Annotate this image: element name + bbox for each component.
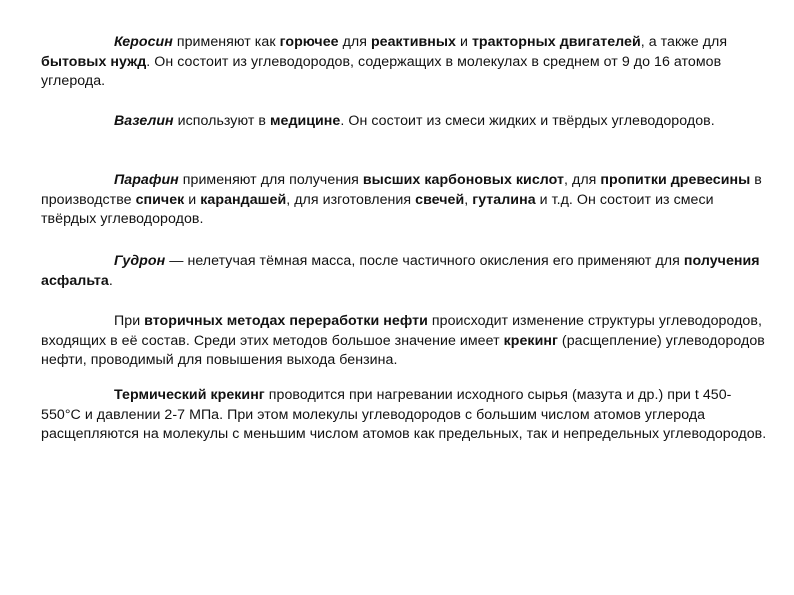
paragraph-secondary-methods [41,312,771,371]
text-run: , [464,191,473,208]
emphasized-term: Термический крекинг [114,387,265,403]
emphasized-term: бытовых нужд [41,53,147,70]
emphasized-term: гуталина [472,191,536,208]
emphasized-term: горючее [279,34,339,50]
text-run: и [455,34,472,50]
text-run: и т.д. Он состоит из смеси твёрдых углеводородов. [41,191,714,227]
emphasized-term: Керосин [114,34,173,50]
text-run: для [338,34,371,50]
paragraph-vaseline [41,112,771,132]
emphasized-term: вторичных методах переработки нефти [144,313,428,329]
text-run: (расщепление) углеводородов нефти, проводимый для повышения выхода бензина. [41,332,765,368]
emphasized-term: высших карбоновых кислот [362,172,565,188]
text-run: происходит изменение структуры углеводородов, входящих в её состав. Среди этих методов большое значение имеет [41,313,762,349]
text-run: , для [564,172,601,188]
emphasized-term: реактивных [370,34,456,50]
emphasized-term: тракторных двигателей [471,34,641,50]
paragraph-thermal-cracking [41,386,771,445]
text-run: . Он состоит из смеси жидких и твёрдых углеводородов. [340,113,715,129]
emphasized-term: карандашей [200,191,287,208]
emphasized-term: Гудрон [114,253,166,269]
emphasized-term: Парафин [114,172,179,188]
text-run: , для изготовления [286,191,416,208]
text-run: применяют как [172,34,280,50]
emphasized-term: крекинг [503,332,558,349]
emphasized-term: пропитки древесины [600,172,751,188]
text-run: в производстве [41,172,762,208]
emphasized-term: Вазелин [114,113,174,129]
text-run: проводится при нагревании исходного сырья (мазута и др.) при t 450-550°С и давлении 2-7 МПа. При этом молекулы углеводородов с большим числом атомов углерода расщепляются на молекулы с меньшим числом атомов как предельных, так и непредельных углеводородов. [41,387,767,442]
paragraph-tar [41,252,771,291]
paragraph-kerosene [41,33,771,92]
emphasized-term: свечей [415,191,465,208]
emphasized-term: получения асфальта [41,253,760,289]
paragraph-paraffin [41,171,771,230]
text-run: применяют для получения [178,172,363,188]
text-run: используют в [173,113,270,129]
text-run: — нелетучая тёмная масса, после частичного окисления его применяют для [165,253,684,269]
text-run: При [114,313,145,329]
text-run: . Он состоит из углеводородов, содержащих в молекулах в среднем от 9 до 16 атомов углерода. [41,53,722,89]
emphasized-term: медицине [269,113,341,129]
text-run: и [184,191,201,208]
emphasized-term: спичек [135,191,185,208]
text-run: . [108,272,113,289]
text-run: , а также для [640,34,728,50]
